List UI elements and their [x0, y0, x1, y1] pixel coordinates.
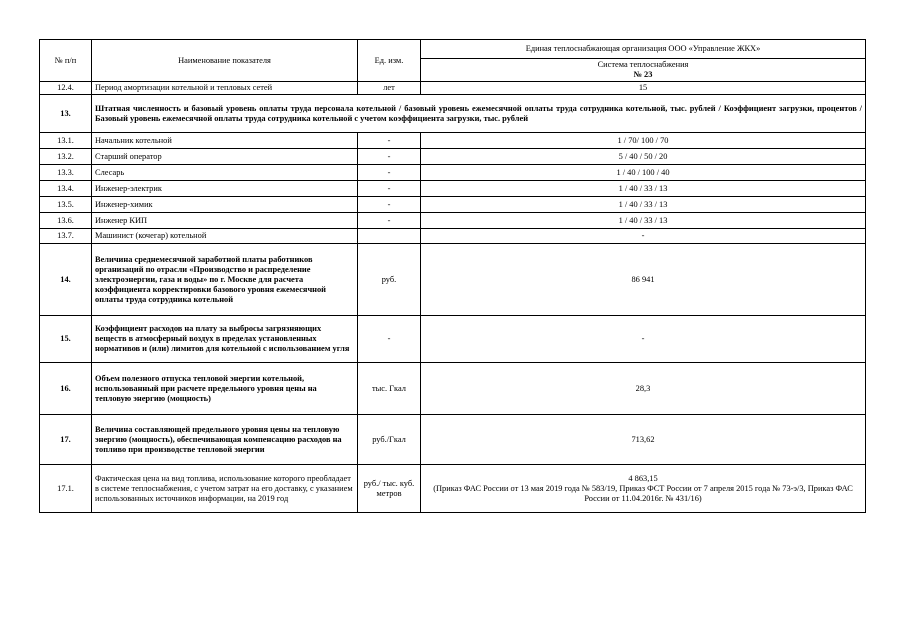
row-number: 13.7.: [40, 229, 92, 244]
row-value: -: [421, 229, 866, 244]
tariff-table-sheet: [39, 39, 865, 513]
row-unit: тыс. Гкал: [358, 363, 421, 415]
table-row: [40, 181, 866, 197]
row-name: Величина среднемесячной заработной платы работников организаций по отрасли «Производство и распределение электроэнергии, газа и воды» по г. Москве для расчета коэффициента корректировки базового уровня ежемесячной оплаты труда сотрудника котельной: [92, 244, 358, 316]
row-name: Старший оператор: [92, 149, 358, 165]
row-value: 1 / 40 / 33 / 13: [421, 181, 866, 197]
row-number: 13.4.: [40, 181, 92, 197]
table-header-row: [40, 40, 866, 59]
header-name: Наименование показателя: [92, 40, 358, 82]
table-row: [40, 133, 866, 149]
row-number: 17.1.: [40, 465, 92, 513]
row-value: 1 / 40 / 33 / 13: [421, 197, 866, 213]
row-number: 13.2.: [40, 149, 92, 165]
row-name: Слесарь: [92, 165, 358, 181]
row-name: Начальник котельной: [92, 133, 358, 149]
table-row: [40, 165, 866, 181]
row-name: Машинист (кочегар) котельной: [92, 229, 358, 244]
row-unit: -: [358, 213, 421, 229]
row-name: Инженер КИП: [92, 213, 358, 229]
row-number: 13.5.: [40, 197, 92, 213]
row-name: Период амортизации котельной и тепловых сетей: [92, 82, 358, 95]
row-unit: руб./ тыс. куб. метров: [358, 465, 421, 513]
table-section-row: [40, 95, 866, 133]
row-number: 12.4.: [40, 82, 92, 95]
row-value: 1 / 40 / 100 / 40: [421, 165, 866, 181]
header-organization: Единая теплоснабжающая организация ООО «Управление ЖКХ»: [421, 40, 866, 59]
row-name: Фактическая цена на вид топлива, использование которого преобладает в системе теплоснабжения, с учетом затрат на его доставку, с указанием использованных источников информации, на 2019 год: [92, 465, 358, 513]
row-unit: -: [358, 316, 421, 363]
table-row: [40, 229, 866, 244]
row-name: Инженер-электрик: [92, 181, 358, 197]
table-row: [40, 244, 866, 316]
row-unit: -: [358, 181, 421, 197]
row-name: Коэффициент расходов на плату за выбросы загрязняющих веществ в атмосферный воздух в пределах установленных нормативов и (или) лимитов для котельной с использованием угля: [92, 316, 358, 363]
header-system: [421, 59, 866, 82]
row-name: Инженер-химик: [92, 197, 358, 213]
table-row: [40, 149, 866, 165]
row-value-note: (Приказ ФАС России от 13 мая 2019 года № 583/19, Приказ ФСТ России от 7 апреля 2015 года № 73-э/3, Приказ ФАС России от 11.04.2016г. № 431/16): [433, 483, 853, 503]
header-system-number: № 23: [633, 70, 653, 79]
row-number: 14.: [40, 244, 92, 316]
row-value: 28,3: [421, 363, 866, 415]
header-system-label: Система теплоснабжения: [597, 60, 689, 69]
row-number: 15.: [40, 316, 92, 363]
row-name: Объем полезного отпуска тепловой энергии котельной, использованный при расчете предельного уровня цены на тепловую энергию (мощность): [92, 363, 358, 415]
row-unit: [358, 229, 421, 244]
header-num: № п/п: [40, 40, 92, 82]
table-row: [40, 213, 866, 229]
row-value: 713,62: [421, 415, 866, 465]
row-unit: руб.: [358, 244, 421, 316]
row-value: 15: [421, 82, 866, 95]
table-row: [40, 82, 866, 95]
row-unit: -: [358, 165, 421, 181]
row-number: 13.6.: [40, 213, 92, 229]
row-unit: -: [358, 133, 421, 149]
row-unit: лет: [358, 82, 421, 95]
row-value: 1 / 40 / 33 / 13: [421, 213, 866, 229]
row-value-cell: [421, 465, 866, 513]
row-value: 1 / 70/ 100 / 70: [421, 133, 866, 149]
table-row: [40, 197, 866, 213]
header-unit: Ед. изм.: [358, 40, 421, 82]
row-value: -: [421, 316, 866, 363]
tariff-parameters-table: [39, 39, 866, 513]
row-number: 17.: [40, 415, 92, 465]
row-unit: -: [358, 149, 421, 165]
row-value: 5 / 40 / 50 / 20: [421, 149, 866, 165]
table-row: [40, 363, 866, 415]
row-number: 13.: [40, 95, 92, 133]
row-number: 13.3.: [40, 165, 92, 181]
section-text: Штатная численность и базовый уровень оплаты труда персонала котельной / базовый уровень ежемесячной оплаты труда сотрудника котельной, тыс. рублей / Коэффициент загрузки, процентов / Базовый уровень ежемесячной оплаты труда сотрудника котельной с учетом коэффициента загрузки, тыс. рублей: [92, 95, 866, 133]
table-row: [40, 465, 866, 513]
row-number: 13.1.: [40, 133, 92, 149]
row-unit: руб./Гкал: [358, 415, 421, 465]
row-value: 4 863,15: [628, 473, 658, 483]
table-row: [40, 316, 866, 363]
row-unit: -: [358, 197, 421, 213]
row-name: Величина составляющей предельного уровня цены на тепловую энергию (мощность), обеспечивающая компенсацию расходов на топливо при производстве тепловой энергии: [92, 415, 358, 465]
table-row: [40, 415, 866, 465]
row-number: 16.: [40, 363, 92, 415]
row-value: 86 941: [421, 244, 866, 316]
